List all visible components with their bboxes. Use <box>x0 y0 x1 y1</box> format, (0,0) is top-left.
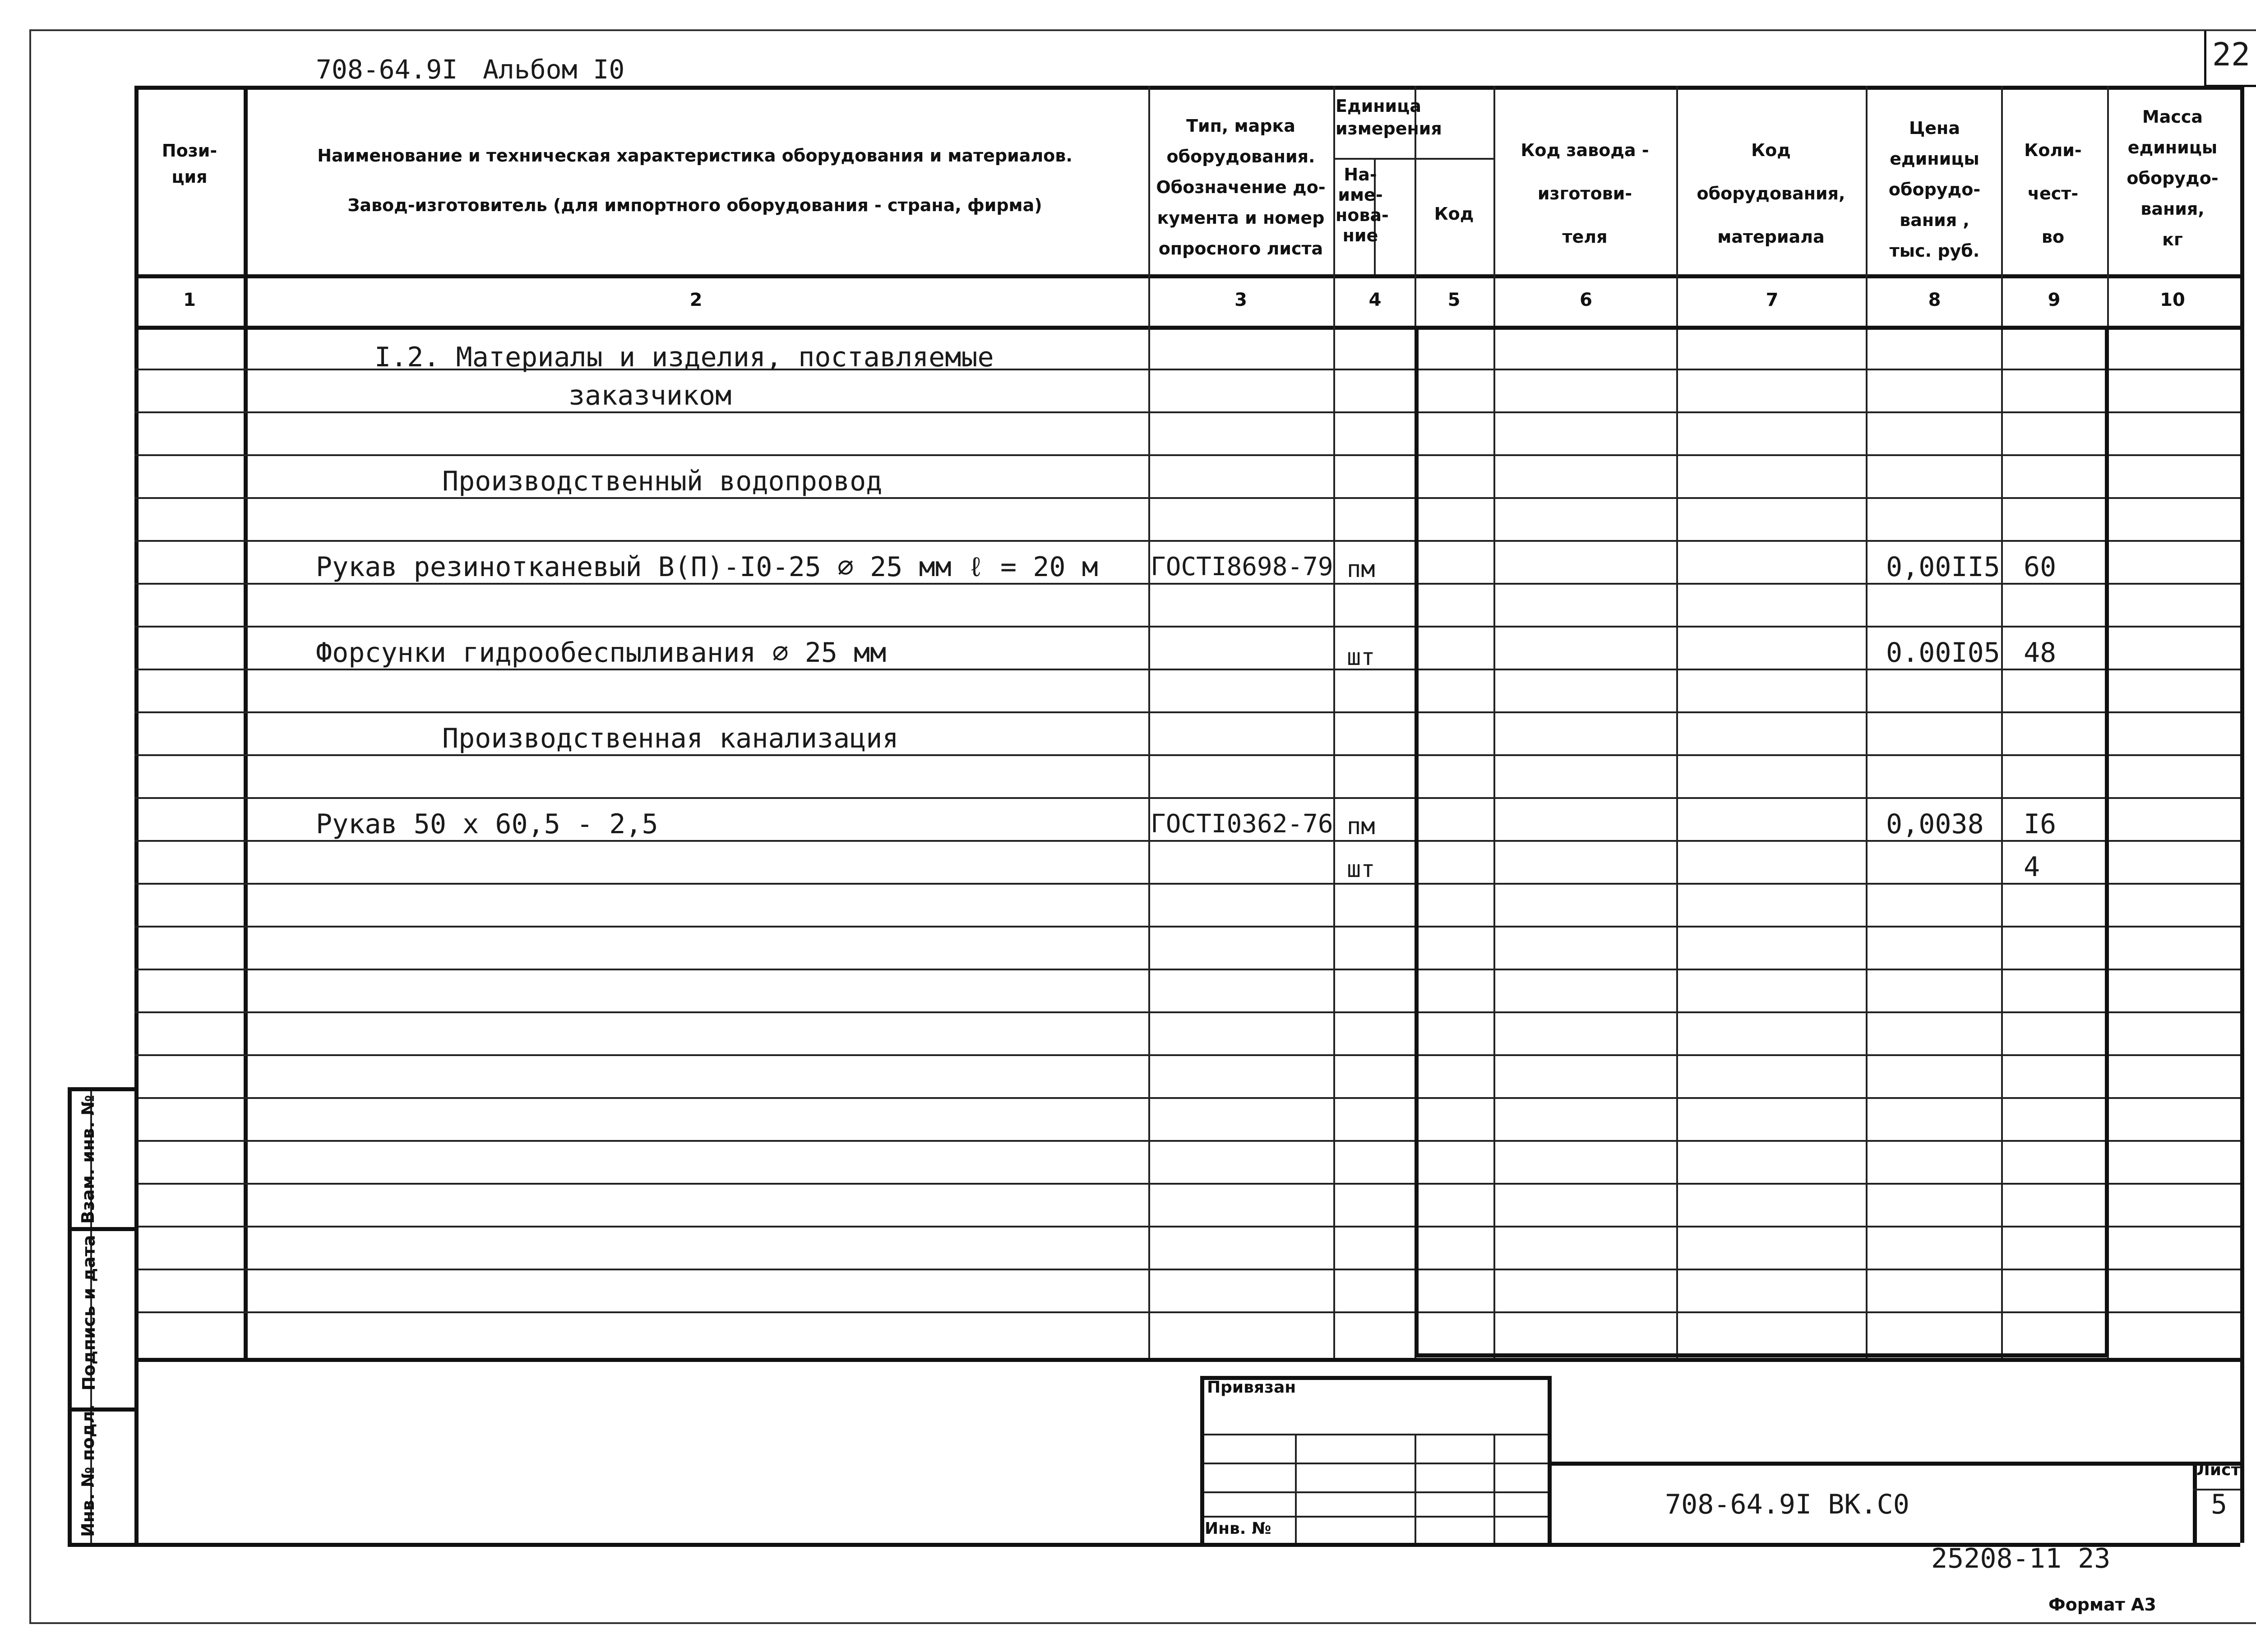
col-header-price: Цена единицы оборудо- вания , тыс. руб. <box>1888 118 1981 261</box>
item-doc: ГОСТI8698-79 <box>1151 552 1333 581</box>
col-number: 8 <box>1928 290 1941 310</box>
item-qty: 48 <box>2024 637 2057 669</box>
stamp-inv-label: Инв. № <box>1205 1519 1271 1538</box>
item-qty: 60 <box>2024 551 2057 583</box>
grid-line <box>134 969 2240 970</box>
grid-line <box>134 1097 2240 1099</box>
grid-line <box>1295 1434 1297 1543</box>
grid-line <box>134 540 2240 542</box>
side-label-vzam: Взам. инв. № <box>78 1095 98 1224</box>
grid-line <box>134 797 2240 799</box>
album-label: Альбом I0 <box>483 54 625 85</box>
col-header-quantity: Коли- чест- во <box>2024 140 2082 247</box>
grid-line <box>1415 326 1419 1356</box>
grid-line <box>68 1087 72 1543</box>
col-header-equipment-code: Код оборудования, материала <box>1697 140 1845 247</box>
col-number: 1 <box>183 290 196 310</box>
grid-line <box>134 86 2240 90</box>
item-unit: пм <box>1347 556 1375 583</box>
grid-line <box>134 926 2240 928</box>
grid-line <box>1548 1462 2240 1466</box>
grid-line <box>1866 86 1868 1358</box>
col-header-unit-code: Код <box>1434 204 1474 224</box>
col-header-factory-code: Код завода - изготови- теля <box>1521 140 1649 247</box>
grid-line <box>134 626 2240 628</box>
col-number: 5 <box>1447 290 1461 310</box>
col-header-unit-name: На- име- нова- ние <box>1336 165 1389 245</box>
grid-line <box>134 1358 2240 1362</box>
item-unit: пм <box>1347 813 1375 840</box>
grid-line <box>1333 158 1493 160</box>
grid-line <box>1200 1516 1548 1518</box>
grid-line <box>1415 1434 1416 1543</box>
grid-line <box>134 1087 139 1543</box>
col-number: 7 <box>1766 290 1779 310</box>
grid-line <box>134 1269 2240 1270</box>
col-header-name: Наименование и техническая характеристика оборудования и материалов. Завод-изготовитель (для импортного оборудования - страна, фирма) <box>317 146 1073 215</box>
subsection-heading: Производственная канализация <box>442 723 899 754</box>
col-number: 6 <box>1580 290 1592 310</box>
grid-line <box>1333 86 1335 1358</box>
grid-line <box>134 883 2240 885</box>
grid-line <box>134 711 2240 713</box>
item-price: 0,0038 <box>1886 808 1984 840</box>
grid-line <box>1415 1353 2107 1357</box>
stamp-bound-label: Привязан <box>1207 1378 1296 1397</box>
item-name: Рукав резинотканевый В(П)-I0-25 ∅ 25 мм ℓ = 20 м <box>316 551 1098 583</box>
col-number: 2 <box>689 290 703 310</box>
item-doc: ГОСТI0362-76 <box>1151 809 1333 839</box>
col-header-position: Пози- ция <box>162 141 217 187</box>
grid-line <box>134 1054 2240 1056</box>
grid-line <box>134 1183 2240 1185</box>
item-price: 0,00II5 <box>1886 551 2000 583</box>
item-unit: шт <box>1347 856 1375 883</box>
grid-line <box>1200 1491 1548 1493</box>
doc-code-header: 708-64.9I <box>316 54 458 85</box>
grid-line <box>68 1087 134 1091</box>
grid-line <box>134 1311 2240 1313</box>
stamp-sheet-value: 5 <box>2210 1489 2228 1520</box>
col-number: 3 <box>1234 290 1247 310</box>
col-header-mass: Масса единицы оборудо- вания, кг <box>2127 107 2219 249</box>
grid-line <box>2240 86 2244 1358</box>
item-name: Рукав 50 х 60,5 - 2,5 <box>316 808 658 840</box>
stamp-sheet-label: Лист <box>2196 1461 2241 1479</box>
side-label-inv-podl: Инв. № подл. <box>78 1404 98 1537</box>
grid-line <box>1548 1376 1552 1543</box>
grid-line <box>134 1140 2240 1142</box>
item-qty: 4 <box>2024 851 2040 883</box>
grid-line <box>1493 1434 1495 1543</box>
col-header-type: Тип, марка оборудования. Обозначение до- кумента и номер опросного листа <box>1156 116 1326 258</box>
section-title-continued: заказчиком <box>569 380 732 411</box>
grid-line <box>1200 1434 1548 1435</box>
sheet-number: 22 <box>2212 36 2251 73</box>
col-header-unit-group: Единица измерения <box>1336 96 1442 138</box>
grid-line <box>134 1011 2240 1013</box>
col-number: 4 <box>1368 290 1382 310</box>
stamp-doc-code: 708-64.9I ВК.С0 <box>1665 1489 1909 1520</box>
col-number: 9 <box>2048 290 2061 310</box>
item-name: Форсунки гидрообеспыливания ∅ 25 мм <box>316 637 887 669</box>
grid-line <box>1200 1463 1548 1464</box>
section-title: I.2. Материалы и изделия, поставляемые <box>374 341 994 373</box>
grid-line <box>2105 326 2109 1356</box>
grid-line <box>1200 1376 1204 1543</box>
item-unit: шт <box>1347 644 1375 671</box>
item-qty: I6 <box>2024 808 2057 840</box>
grid-line <box>134 411 2240 413</box>
grid-line <box>134 1226 2240 1227</box>
handwritten-code: 25208-11 23 <box>1931 1543 2111 1574</box>
grid-line <box>134 454 2240 456</box>
grid-line <box>1415 326 2107 330</box>
side-label-podpis: Подпись и дата <box>79 1235 99 1391</box>
grid-line <box>68 1543 2240 1547</box>
subsection-heading: Производственный водопровод <box>442 466 883 497</box>
format-label: Формат А3 <box>2048 1595 2156 1615</box>
col-number: 10 <box>2160 290 2185 310</box>
item-price: 0.00I05 <box>1886 637 2000 669</box>
